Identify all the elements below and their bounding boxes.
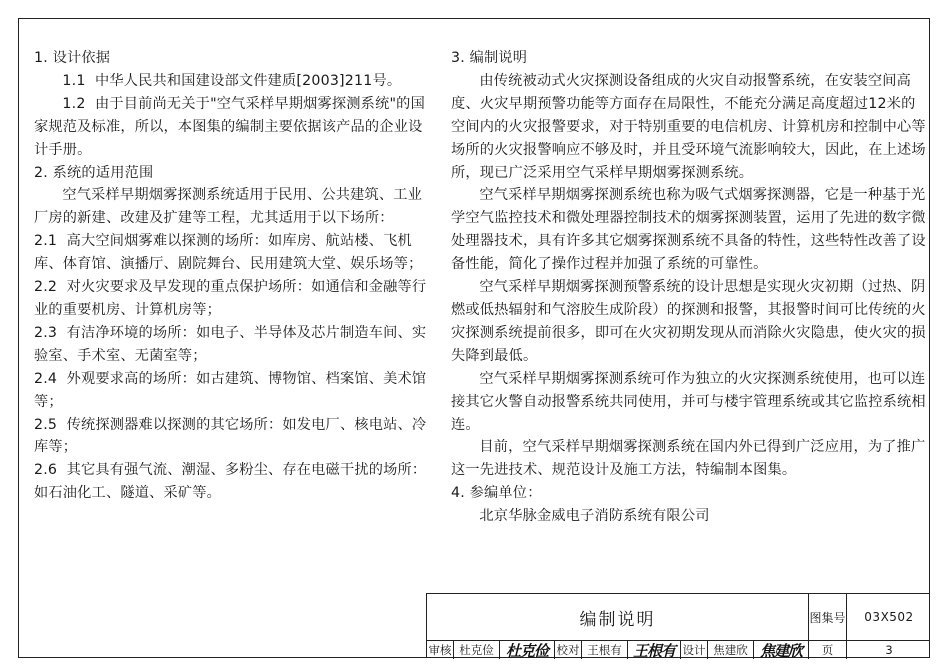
- right-paragraph: 4. 参编单位：: [451, 485, 542, 502]
- left-column: [34, 47, 434, 505]
- left-paragraph: 2. 系统的适用范围: [34, 164, 154, 181]
- title-block: [426, 593, 930, 658]
- proof-name: 王根有: [582, 641, 628, 659]
- right-paragraph: 空气采样早期烟雾探测系统可作为独立的火灾探测系统使用，也可以连接其它火警自动报警系统共同使用，并可与楼宇管理系统或其它监控系统相连。: [451, 370, 926, 433]
- atlas-number-label: 图集号: [809, 594, 847, 640]
- left-paragraph: 2.3 有洁净环境的场所：如电子、半导体及芯片制造车间、实验室、手术室、无菌室等；: [34, 324, 427, 364]
- right-paragraph: 空气采样早期烟雾探测预警系统的设计思想是实现火灾初期（过热、阴燃或低热辐射和气溶胶生成阶段）的探测和报警，其报警时间可比传统的火灾探测系统提前很多，即可在火灾初期发现从而消除火灾隐患，使火灾的损失降到最低。: [451, 279, 926, 364]
- right-paragraph: 空气采样早期烟雾探测系统也称为吸气式烟雾探测器，它是一种基于光学空气监控技术和微处理器控制技术的烟雾探测装置，运用了先进的数字微处理器技术，具有许多其它烟雾探测系统不具备的特性，这些特性改善了设备性能，简化了操作过程并加强了系统的可靠性。: [451, 187, 926, 273]
- review-label: 审核: [427, 641, 454, 659]
- left-paragraph: 2.1 高大空间烟雾难以探测的场所：如库房、航站楼、飞机库、体育馆、演播厅、剧院舞台、民用建筑大堂、娱乐场等；: [34, 233, 423, 273]
- design-signature: 焦建欣: [754, 641, 809, 659]
- right-column: [451, 47, 929, 528]
- right-paragraph: 3. 编制说明: [451, 50, 528, 66]
- atlas-number: 03X502: [864, 610, 914, 624]
- left-paragraph: 2.6 其它具有强气流、潮湿、多粉尘、存在电磁干扰的场所：如石油化工、隧道、采矿等。: [34, 462, 427, 502]
- left-paragraph: 空气采样早期烟雾探测系统适用于民用、公共建筑、工业厂房的新建、改建及扩建等工程，尤其适用于以下场所：: [34, 187, 423, 227]
- left-paragraph: 1.1 中华人民共和国建设部文件建质[2003]211号。: [62, 72, 402, 89]
- design-name: 焦建欣: [708, 641, 754, 659]
- design-label: 设计: [681, 641, 708, 659]
- review-signature: 杜克俭: [500, 641, 555, 659]
- page-label: 页: [809, 641, 847, 659]
- left-paragraph: 1. 设计依据: [34, 50, 111, 66]
- proof-label: 校对: [555, 641, 582, 659]
- right-paragraph: 北京华脉金威电子消防系统有限公司: [479, 508, 710, 525]
- page-number: 3: [885, 643, 893, 657]
- left-paragraph: 2.2 对火灾要求及早发现的重点保护场所：如通信和金融等行业的重要机房、计算机房等；: [34, 279, 427, 318]
- title-block-top-row: [427, 594, 930, 641]
- left-paragraph: 2.4 外观要求高的场所：如古建筑、博物馆、档案馆、美术馆等；: [34, 370, 427, 410]
- right-paragraph: 由传统被动式火灾探测设备组成的火灾自动报警系统，在安装空间高度、火灾早期预警功能等方面存在局限性，不能充分满足高度超过12米的空间内的火灾报警要求，对于特别重要的电信机房、计算机房和控制中心等场所的火灾报警响应不够及时，并且受环境气流影响较大，因此，在上述场所，现已广泛采用空气采样早期烟雾探测系统。: [451, 72, 926, 181]
- left-paragraph: 2.5 传统探测器难以探测的其它场所：如发电厂、核电站、冷库等；: [34, 416, 427, 456]
- drawing-title: 编制说明: [427, 594, 809, 640]
- proof-signature: 王根有: [628, 641, 681, 659]
- right-paragraph: 目前，空气采样早期烟雾探测系统在国内外已得到广泛应用，为了推广这一先进技术、规范设计及施工方法，特编制本图集。: [451, 439, 926, 479]
- review-name: 杜克俭: [454, 641, 500, 659]
- title-block-bottom-row: [427, 641, 930, 659]
- left-paragraph: 1.2 由于目前尚无关于"空气采样早期烟雾探测系统"的国家规范及标准，所以，本图集的编制主要依据该产品的企业设计手册。: [34, 95, 425, 158]
